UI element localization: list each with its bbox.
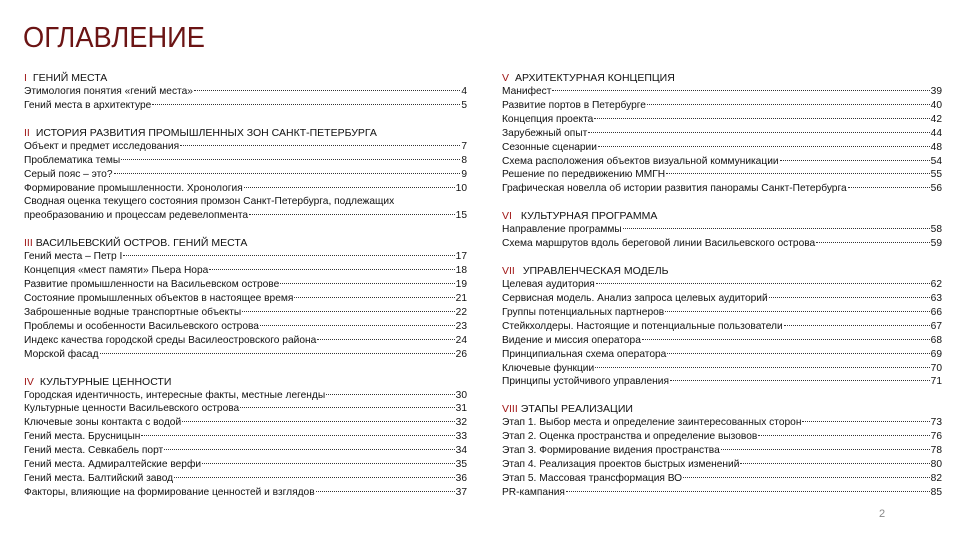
toc-entry[interactable] — [24, 320, 467, 334]
entry-label: Развитие портов в Петербурге — [502, 99, 646, 111]
entry-label: Этап 1. Выбор места и определение заинтересованных сторон — [502, 417, 802, 429]
dot-leader — [647, 103, 930, 105]
section-title: КУЛЬТУРНЫЕ ЦЕННОСТИ — [39, 375, 172, 388]
section-numeral: VIII — [502, 403, 518, 416]
entry-page: 19 — [455, 279, 467, 291]
dot-leader — [141, 434, 454, 436]
toc-entry[interactable] — [502, 320, 942, 334]
dot-leader — [740, 462, 929, 464]
dot-leader — [326, 393, 454, 395]
dot-leader — [623, 227, 930, 229]
toc-entry[interactable] — [24, 402, 467, 416]
toc-entry[interactable] — [24, 458, 467, 472]
entry-page: 9 — [461, 168, 467, 180]
section-numeral: IV — [24, 375, 34, 388]
toc-entry[interactable] — [502, 486, 942, 500]
dot-leader — [242, 310, 454, 312]
entry-label: Заброшенные водные транспортные объекты — [24, 306, 242, 318]
entry-page: 80 — [930, 459, 942, 471]
entry-label: Гений места. Балтийский завод — [24, 472, 174, 484]
section-heading[interactable] — [24, 375, 467, 389]
toc-section-4 — [24, 375, 467, 500]
entry-label: Объект и предмет исследования — [24, 140, 180, 152]
dot-leader — [280, 282, 454, 284]
entry-label: Манифест — [502, 86, 552, 97]
dot-leader — [316, 490, 455, 492]
entry-label: Факторы, влияющие на формирование ценностей и взглядов — [24, 486, 315, 498]
entry-page: 32 — [455, 417, 467, 429]
section-heading[interactable] — [502, 264, 942, 278]
entry-label: Гений места в архитектуре — [24, 99, 152, 111]
toc-entry[interactable] — [24, 444, 467, 458]
entry-page: 7 — [461, 140, 467, 152]
page-title: ОГЛАВЛЕНИЕ — [23, 22, 205, 54]
toc-entry[interactable] — [502, 348, 942, 362]
entry-label: Сезонные сценарии — [502, 141, 597, 153]
dot-leader — [294, 296, 454, 298]
entry-label: Состояние промышленных объектов в настоящее время — [24, 292, 294, 304]
page-number: 2 — [879, 508, 886, 520]
entry-page: 4 — [461, 86, 467, 97]
entry-page: 78 — [930, 445, 942, 457]
dot-leader — [642, 338, 930, 340]
dot-leader — [566, 490, 930, 492]
entry-page: 5 — [461, 99, 467, 111]
entry-page: 31 — [455, 403, 467, 415]
dot-leader — [123, 254, 454, 256]
entry-label: Группы потенциальных партнеров — [502, 306, 665, 318]
entry-label: Ключевые функции — [502, 362, 595, 374]
dot-leader — [121, 158, 460, 160]
toc-entry[interactable] — [24, 195, 467, 223]
toc-left-column — [24, 71, 467, 513]
toc-entry[interactable] — [502, 416, 942, 430]
entry-page: 33 — [455, 431, 467, 443]
dot-leader — [596, 282, 930, 284]
entry-page: 18 — [455, 265, 467, 277]
entry-label: Этап 3. Формирование видения пространства — [502, 445, 720, 457]
entry-page: 62 — [930, 279, 942, 291]
entry-label: Этап 2. Оценка пространства и определение вызовов — [502, 431, 758, 443]
entry-page: 71 — [930, 376, 942, 388]
toc-section-7 — [502, 264, 942, 389]
entry-page: 55 — [930, 169, 942, 181]
entry-page: 35 — [455, 459, 467, 471]
dot-leader — [784, 324, 930, 326]
toc-entry[interactable] — [502, 472, 942, 486]
toc-entry[interactable] — [24, 85, 467, 99]
toc-entry[interactable] — [502, 85, 942, 99]
entry-label: Концепция «мест памяти» Пьера Нора — [24, 265, 209, 277]
entry-label: Направление программы — [502, 224, 622, 236]
dot-leader — [721, 448, 930, 450]
toc-entry[interactable] — [502, 334, 942, 348]
section-title: ГЕНИЙ МЕСТА — [32, 72, 108, 84]
toc-entry[interactable] — [24, 264, 467, 278]
entry-page: 30 — [455, 389, 467, 401]
toc-entry[interactable] — [24, 389, 467, 403]
toc-entry[interactable] — [24, 334, 467, 348]
toc-section-5 — [502, 71, 942, 196]
toc-entry[interactable] — [24, 348, 467, 362]
entry-page: 76 — [930, 431, 942, 443]
entry-label: Схема маршрутов вдоль береговой линии Васильевского острова — [502, 238, 816, 250]
toc-entry[interactable] — [502, 182, 942, 196]
entry-label: Морской фасад — [24, 348, 99, 360]
dot-leader — [249, 213, 455, 215]
toc-entry[interactable] — [502, 113, 942, 127]
dot-leader — [182, 420, 454, 422]
entry-label: Индекс качества городской среды Василеостровского района — [24, 334, 317, 346]
entry-page: 58 — [930, 224, 942, 236]
dot-leader — [260, 324, 455, 326]
toc-section-2 — [24, 126, 467, 223]
section-heading[interactable] — [24, 71, 467, 85]
dot-leader — [180, 144, 460, 146]
entry-page: 42 — [930, 113, 942, 125]
entry-page: 67 — [930, 320, 942, 332]
dot-leader — [588, 131, 929, 133]
entry-label: Формирование промышленности. Хронология — [24, 182, 243, 194]
toc-entry[interactable] — [24, 486, 467, 500]
entry-label: Городская идентичность, интересные факты, местные легенды — [24, 389, 326, 401]
dot-leader — [317, 338, 454, 340]
toc-entry[interactable] — [502, 141, 942, 155]
section-heading[interactable] — [502, 402, 942, 416]
section-heading[interactable] — [502, 71, 942, 85]
section-title: ЭТАПЫ РЕАЛИЗАЦИИ — [520, 403, 633, 416]
entry-page: 34 — [455, 445, 467, 457]
entry-page: 24 — [455, 334, 467, 346]
entry-label: Гений места – Петр I — [24, 251, 123, 263]
dot-leader — [780, 159, 930, 161]
entry-label: Видение и миссия оператора — [502, 334, 641, 346]
entry-label: PR-кампания — [502, 486, 565, 498]
entry-page: 48 — [930, 141, 942, 153]
section-title: ИСТОРИЯ РАЗВИТИЯ ПРОМЫШЛЕННЫХ ЗОН САНКТ-ПЕТЕРБУРГА — [35, 126, 377, 139]
entry-page: 10 — [455, 182, 467, 194]
entry-page: 36 — [455, 472, 467, 484]
entry-label: Ключевые зоны контакта с водой — [24, 417, 182, 429]
entry-label: Проблемы и особенности Васильевского острова — [24, 320, 259, 332]
entry-page: 23 — [455, 320, 467, 332]
dot-leader — [769, 296, 930, 298]
toc-entry[interactable] — [24, 306, 467, 320]
entry-label-line1: Сводная оценка текущего состояния промзон Санкт-Петербурга, подлежащих — [24, 196, 395, 208]
toc-right-column — [502, 71, 942, 513]
entry-page: 44 — [930, 127, 942, 139]
toc-entry[interactable] — [24, 154, 467, 168]
dot-leader — [174, 476, 455, 478]
entry-label: Графическая новелла об истории развития панорамы Санкт-Петербурга — [502, 183, 847, 195]
entry-label: Этап 4. Реализация проектов быстрых изменений — [502, 459, 740, 471]
toc-entry[interactable] — [502, 278, 942, 292]
toc-entry[interactable] — [24, 278, 467, 292]
entry-page: 21 — [455, 292, 467, 304]
entry-label: Сервисная модель. Анализ запроса целевых аудиторий — [502, 292, 768, 304]
entry-label: Схема расположения объектов визуальной коммуникации — [502, 155, 779, 167]
entry-label: Зарубежный опыт — [502, 127, 588, 139]
toc-entry[interactable] — [24, 292, 467, 306]
section-numeral: III — [24, 237, 33, 250]
entry-page: 73 — [930, 417, 942, 429]
toc-entry[interactable] — [502, 237, 942, 251]
dot-leader — [598, 145, 930, 147]
entry-page: 22 — [455, 306, 467, 318]
entry-page: 66 — [930, 306, 942, 318]
dot-leader — [594, 117, 929, 119]
entry-page: 8 — [461, 154, 467, 166]
entry-page: 26 — [455, 348, 467, 360]
entry-label: Серый пояс – это? — [24, 168, 113, 180]
dot-leader — [202, 462, 455, 464]
dot-leader — [194, 89, 460, 91]
dot-leader — [100, 352, 455, 354]
entry-page: 63 — [930, 292, 942, 304]
entry-page: 59 — [930, 238, 942, 250]
dot-leader — [848, 186, 930, 188]
entry-page: 40 — [930, 99, 942, 111]
section-numeral: VII — [502, 265, 515, 278]
toc-entry[interactable] — [24, 472, 467, 486]
entry-label: Стейкхолдеры. Настоящие и потенциальные пользователи — [502, 320, 783, 332]
entry-page: 82 — [930, 472, 942, 484]
dot-leader — [758, 434, 929, 436]
section-title: УПРАВЛЕНЧЕСКАЯ МОДЕЛЬ — [522, 265, 669, 278]
toc-entry[interactable] — [24, 140, 467, 154]
section-heading[interactable] — [24, 236, 467, 250]
entry-page: 85 — [930, 486, 942, 498]
entry-label: преобразованию и процессам редевелопмента — [24, 210, 249, 222]
dot-leader — [683, 476, 930, 478]
toc-entry[interactable] — [502, 168, 942, 182]
dot-leader — [164, 448, 454, 450]
dot-leader — [152, 103, 460, 105]
toc-entry[interactable] — [24, 416, 467, 430]
entry-page: 70 — [930, 362, 942, 374]
toc-entry[interactable] — [502, 362, 942, 376]
dot-leader — [667, 352, 929, 354]
toc-entry[interactable] — [502, 292, 942, 306]
entry-label: Этимология понятия «гений места» — [24, 86, 193, 97]
dot-leader — [240, 406, 454, 408]
entry-label: Этап 5. Массовая трансформация ВО — [502, 472, 683, 484]
dot-leader — [665, 310, 929, 312]
toc-section-1 — [24, 71, 467, 113]
entry-label: Гений места. Севкабель порт — [24, 445, 164, 457]
entry-label: Развитие промышленности на Васильевском острове — [24, 279, 280, 291]
section-heading[interactable] — [502, 209, 942, 223]
entry-label: Культурные ценности Васильевского острова — [24, 403, 240, 415]
toc-entry[interactable] — [502, 223, 942, 237]
toc-entry[interactable] — [502, 99, 942, 113]
entry-label: Гений места. Брусницын — [24, 431, 141, 443]
dot-leader — [666, 172, 930, 174]
toc-entry[interactable] — [502, 306, 942, 320]
toc-section-3 — [24, 236, 467, 361]
entry-page: 69 — [930, 348, 942, 360]
entry-page: 39 — [930, 86, 942, 97]
toc-entry[interactable] — [24, 182, 467, 196]
entry-page: 68 — [930, 334, 942, 346]
entry-label: Гений места. Адмиралтейские верфи — [24, 459, 202, 471]
dot-leader — [209, 268, 454, 270]
entry-label: Проблематика темы — [24, 154, 121, 166]
section-numeral: VI — [502, 210, 512, 223]
toc-entry[interactable] — [502, 155, 942, 169]
toc-entry[interactable] — [24, 430, 467, 444]
section-numeral: I — [24, 72, 27, 84]
toc-entry[interactable] — [24, 250, 467, 264]
entry-label: Концепция проекта — [502, 113, 594, 125]
toc-entry[interactable] — [502, 430, 942, 444]
section-title: КУЛЬТУРНАЯ ПРОГРАММА — [520, 210, 658, 223]
toc-entry[interactable] — [24, 99, 467, 113]
dot-leader — [114, 172, 461, 174]
entry-page: 37 — [455, 486, 467, 498]
dot-leader — [552, 89, 929, 91]
toc-entry[interactable] — [502, 444, 942, 458]
toc-section-8 — [502, 402, 942, 499]
entry-label: Принципы устойчивого управления — [502, 376, 669, 388]
dot-leader — [802, 420, 929, 422]
toc-entry[interactable] — [502, 458, 942, 472]
entry-label: Решение по передвижению ММГН — [502, 169, 666, 181]
entry-label: Целевая аудитория — [502, 279, 595, 291]
section-title: АРХИТЕКТУРНАЯ КОНЦЕПЦИЯ — [515, 72, 675, 84]
toc-section-6 — [502, 209, 942, 251]
dot-leader — [595, 366, 929, 368]
entry-label: Принципиальная схема оператора — [502, 348, 667, 360]
toc-entry[interactable] — [502, 127, 942, 141]
entry-page: 56 — [930, 183, 942, 195]
dot-leader — [816, 241, 929, 243]
entry-page: 15 — [455, 210, 467, 222]
toc-entry[interactable] — [24, 168, 467, 182]
section-title: ВАСИЛЬЕВСКИЙ ОСТРОВ. ГЕНИЙ МЕСТА — [35, 237, 248, 250]
section-numeral: II — [24, 126, 30, 139]
dot-leader — [244, 186, 455, 188]
section-heading[interactable] — [24, 126, 467, 140]
entry-page: 54 — [930, 155, 942, 167]
toc-entry[interactable] — [502, 375, 942, 389]
dot-leader — [670, 379, 930, 381]
section-numeral: V — [502, 72, 510, 84]
entry-page: 17 — [455, 251, 467, 263]
